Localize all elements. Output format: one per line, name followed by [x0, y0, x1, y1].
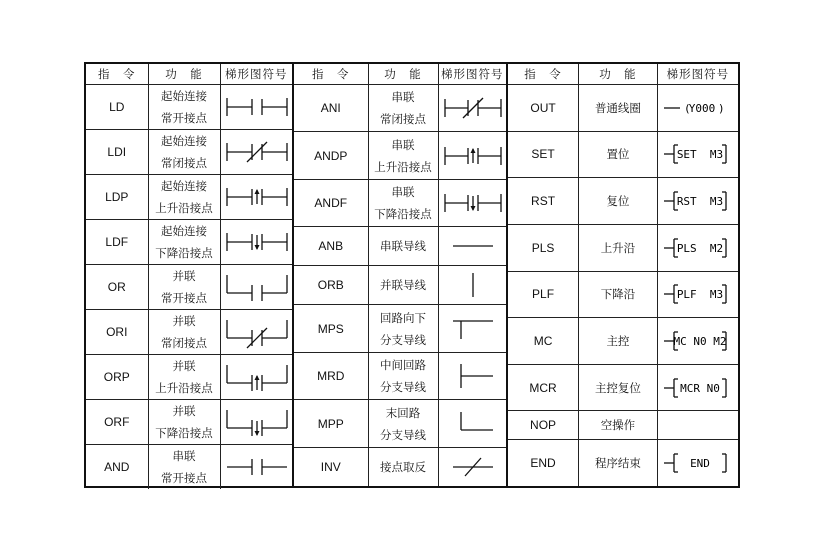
function-cell	[368, 266, 438, 305]
ladder-symbol-or-rise	[221, 359, 293, 395]
function-line-1: 中间回路	[380, 358, 426, 373]
function-cell	[579, 364, 658, 411]
instruction-cell: ANI	[294, 85, 368, 132]
header-symbol: 梯形图符号	[438, 64, 506, 85]
ladder-symbol-rise	[439, 138, 507, 174]
function-line-1: 程序结束	[594, 456, 641, 471]
symbol-cell	[657, 178, 738, 225]
table-row	[508, 271, 738, 318]
table-row	[508, 440, 738, 486]
instruction-cell: LDI	[86, 130, 148, 175]
function-line-1: 串联	[391, 90, 415, 105]
table-row	[86, 355, 292, 400]
instruction-cell: LDP	[86, 175, 148, 220]
instruction-cell: PLF	[508, 271, 579, 318]
symbol-cell	[657, 440, 738, 486]
function-line-2: 常开接点	[161, 291, 207, 305]
ladder-symbol-box	[658, 370, 738, 406]
symbol-cell	[657, 271, 738, 318]
function-line-2: 下降沿接点	[155, 426, 213, 440]
symbol-cell	[657, 85, 738, 132]
symbol-cell	[438, 266, 506, 305]
ladder-symbol-nc	[439, 90, 507, 126]
function-line-1: 串联导线	[380, 239, 426, 254]
instruction-cell: ORI	[86, 310, 148, 355]
header-instruction: 指 令	[86, 64, 148, 85]
box-label: MCR N0	[680, 381, 720, 395]
ladder-symbol-coil	[658, 90, 738, 126]
function-cell	[579, 318, 658, 365]
ladder-symbol-box	[658, 323, 738, 359]
ladder-symbol-fall	[439, 185, 507, 221]
panel-output	[508, 64, 738, 486]
function-cell	[148, 400, 220, 445]
table-row	[86, 130, 292, 175]
box-label: RST M3	[676, 195, 724, 209]
function-line-1: 主控	[606, 334, 630, 349]
function-cell	[579, 440, 658, 486]
function-line-2: 上升沿接点	[374, 159, 432, 174]
ladder-symbol-nc	[221, 134, 293, 170]
function-line-2: 常开接点	[161, 111, 207, 125]
panel-series-branch	[294, 64, 508, 486]
symbol-cell	[220, 265, 292, 310]
instruction-cell: END	[508, 440, 579, 486]
function-line-1: 主控复位	[594, 380, 641, 395]
function-line-1: 串联	[391, 185, 415, 200]
table-row	[294, 266, 506, 305]
ladder-symbol-no	[221, 89, 293, 125]
symbol-cell	[657, 364, 738, 411]
header-instruction: 指 令	[294, 64, 368, 85]
symbol-cell	[657, 224, 738, 271]
instruction-cell: LDF	[86, 220, 148, 265]
instruction-cell: MRD	[294, 352, 368, 399]
table-row	[86, 220, 292, 265]
table-row	[86, 445, 292, 490]
function-cell	[148, 265, 220, 310]
function-cell	[579, 224, 658, 271]
function-cell	[148, 445, 220, 490]
instruction-cell: ANDF	[294, 179, 368, 226]
table-row	[294, 132, 506, 179]
function-line-1: 并联	[172, 314, 196, 328]
symbol-cell	[438, 132, 506, 179]
ladder-symbol-or-no	[221, 269, 293, 305]
box-label: MC N0 M2	[673, 335, 727, 349]
symbol-cell	[657, 318, 738, 365]
table-row	[508, 318, 738, 365]
table-row	[508, 224, 738, 271]
function-line-1: 并联	[172, 269, 196, 283]
table-row	[86, 265, 292, 310]
symbol-cell	[438, 400, 506, 447]
function-line-1: 复位	[606, 194, 630, 209]
instruction-cell: SET	[508, 131, 579, 178]
instruction-cell: MCR	[508, 364, 579, 411]
symbol-cell	[657, 131, 738, 178]
symbol-cell	[220, 310, 292, 355]
table-row	[86, 400, 292, 445]
symbol-cell	[220, 175, 292, 220]
symbol-cell	[438, 447, 506, 486]
box-label: PLF M3	[676, 288, 724, 302]
instruction-cell: MPP	[294, 400, 368, 447]
function-line-2: 分支导线	[380, 427, 426, 442]
ladder-symbol-inv	[439, 449, 507, 485]
panel-basic-contacts	[86, 64, 294, 486]
function-line-1: 起始连接	[161, 134, 207, 148]
instruction-cell: ORB	[294, 266, 368, 305]
function-line-2: 上升沿接点	[155, 201, 213, 215]
function-line-2: 下降沿接点	[374, 207, 432, 222]
instruction-cell: OUT	[508, 85, 579, 132]
function-line-1: 回路向下	[380, 310, 426, 325]
function-cell	[579, 85, 658, 132]
function-line-2: 上升沿接点	[155, 381, 213, 395]
function-line-1: 并联导线	[380, 278, 426, 293]
function-line-1: 起始连接	[161, 179, 207, 193]
header-function: 功 能	[579, 64, 658, 85]
instruction-cell: OR	[86, 265, 148, 310]
instruction-cell: LD	[86, 85, 148, 130]
function-cell	[148, 355, 220, 400]
symbol-cell	[220, 85, 292, 130]
symbol-cell	[438, 352, 506, 399]
ladder-symbol-mps	[439, 311, 507, 347]
symbol-cell	[438, 227, 506, 266]
ladder-symbol-hline	[439, 228, 507, 264]
ladder-symbol-or-nc	[221, 314, 293, 350]
instruction-cell: MC	[508, 318, 579, 365]
instruction-cell: INV	[294, 447, 368, 486]
function-line-2: 分支导线	[380, 380, 426, 395]
symbol-cell	[438, 305, 506, 352]
function-line-1: 并联	[172, 404, 196, 418]
svg-text:): )	[717, 101, 725, 115]
header-instruction: 指 令	[508, 64, 579, 85]
table-row	[508, 364, 738, 411]
function-line-1: 并联	[172, 359, 196, 373]
table-row	[508, 178, 738, 225]
table-row	[86, 310, 292, 355]
symbol-cell	[220, 130, 292, 175]
function-cell	[368, 305, 438, 352]
table-row	[86, 85, 292, 130]
ladder-symbol-box	[658, 230, 738, 266]
symbol-cell	[438, 179, 506, 226]
header-symbol: 梯形图符号	[657, 64, 738, 85]
box-label: END	[689, 457, 710, 471]
table-row	[294, 447, 506, 486]
ladder-symbol-rise	[221, 179, 293, 215]
ladder-symbol-fall	[221, 224, 293, 260]
function-line-1: 空操作	[600, 418, 636, 433]
function-cell	[579, 178, 658, 225]
table-row	[294, 305, 506, 352]
function-cell	[368, 447, 438, 486]
table-row	[294, 227, 506, 266]
table-row	[294, 85, 506, 132]
ladder-symbol-box	[658, 183, 738, 219]
function-line-1: 末回路	[385, 405, 421, 420]
function-cell	[368, 400, 438, 447]
function-line-2: 常闭接点	[161, 156, 207, 170]
box-label: PLS M2	[676, 241, 724, 255]
symbol-cell	[220, 355, 292, 400]
function-line-1: 下降沿	[600, 287, 636, 302]
function-line-1: 起始连接	[161, 224, 207, 238]
function-line-1: 普通线圈	[594, 100, 641, 115]
ladder-symbol-box	[658, 445, 738, 481]
instruction-cell: RST	[508, 178, 579, 225]
coil-label: Y000	[688, 101, 716, 115]
ladder-symbol-or-fall	[221, 404, 293, 440]
function-line-2: 下降沿接点	[155, 246, 213, 260]
function-line-1: 起始连接	[161, 89, 207, 103]
table-row	[508, 411, 738, 440]
table-row	[86, 175, 292, 220]
function-line-1: 上升沿	[600, 240, 636, 255]
instruction-cell: MPS	[294, 305, 368, 352]
function-cell	[148, 220, 220, 265]
instruction-cell: ANB	[294, 227, 368, 266]
table-row	[294, 179, 506, 226]
symbol-cell	[657, 411, 738, 440]
function-line-2: 分支导线	[380, 332, 426, 347]
ladder-symbol-mpp	[439, 406, 507, 442]
symbol-cell	[220, 445, 292, 490]
function-cell	[148, 175, 220, 220]
header-function: 功 能	[368, 64, 438, 85]
table-row	[294, 352, 506, 399]
function-line-1: 串联	[172, 449, 196, 463]
function-cell	[579, 271, 658, 318]
table-row	[294, 400, 506, 447]
instruction-cell: AND	[86, 445, 148, 490]
instruction-cell: PLS	[508, 224, 579, 271]
table-row	[508, 131, 738, 178]
function-cell	[148, 85, 220, 130]
function-cell	[368, 132, 438, 179]
svg-text:(: (	[683, 101, 691, 115]
instruction-cell: ORP	[86, 355, 148, 400]
function-line-1: 接点取反	[380, 459, 426, 474]
function-cell	[368, 85, 438, 132]
function-cell	[368, 352, 438, 399]
symbol-cell	[220, 400, 292, 445]
function-cell	[148, 310, 220, 355]
instruction-table	[84, 62, 740, 488]
instruction-cell: NOP	[508, 411, 579, 440]
table-row	[508, 85, 738, 132]
function-cell	[579, 131, 658, 178]
function-line-1: 置位	[606, 147, 630, 162]
box-label: SET M3	[676, 148, 724, 162]
ladder-symbol-box	[658, 276, 738, 312]
symbol-cell	[220, 220, 292, 265]
instruction-cell: ANDP	[294, 132, 368, 179]
function-cell	[579, 411, 658, 440]
function-cell	[368, 179, 438, 226]
header-function: 功 能	[148, 64, 220, 85]
function-line-2: 常闭接点	[380, 112, 426, 127]
ladder-symbol-vline	[439, 267, 507, 303]
instruction-cell: ORF	[86, 400, 148, 445]
function-cell	[148, 130, 220, 175]
ladder-symbol-box	[658, 136, 738, 172]
symbol-cell	[438, 85, 506, 132]
function-line-2: 常开接点	[161, 471, 207, 485]
function-cell	[368, 227, 438, 266]
ladder-symbol-and-no	[221, 449, 293, 485]
ladder-symbol-mrd	[439, 358, 507, 394]
header-symbol: 梯形图符号	[220, 64, 292, 85]
function-line-1: 串联	[391, 137, 415, 152]
function-line-2: 常闭接点	[161, 336, 207, 350]
